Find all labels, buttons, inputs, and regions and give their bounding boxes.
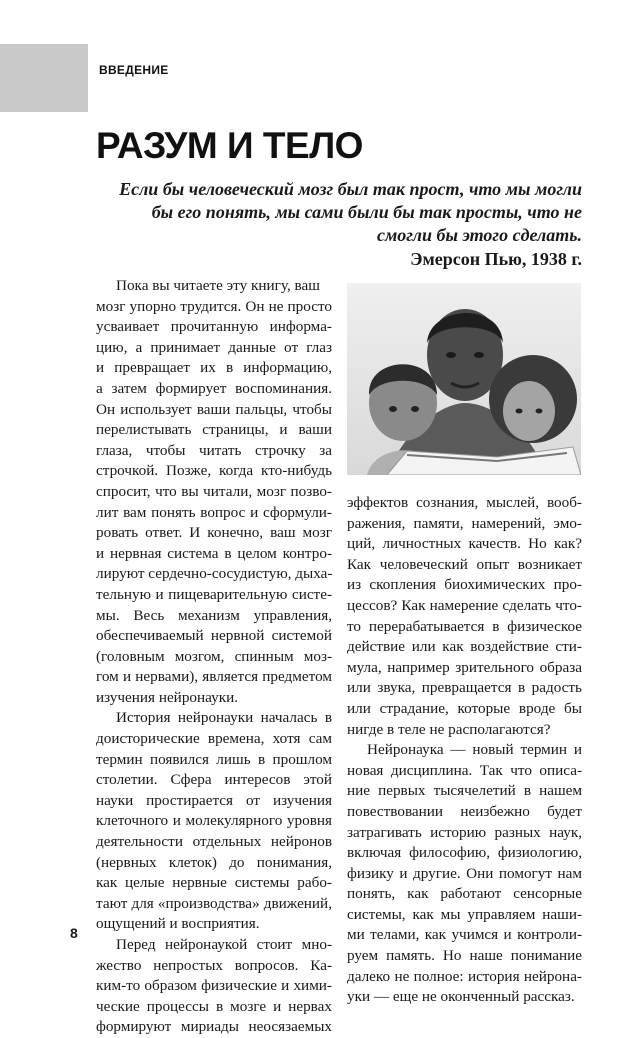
text-line: строчкой. Позже, когда кто-нибудь — [96, 462, 332, 480]
page-number: 8 — [70, 925, 78, 941]
text-line: ражения, памяти, намерений, эмо- — [347, 514, 582, 532]
epigraph-author: Эмерсон Пью, 1938 г. — [410, 249, 582, 269]
text-line: действие или как воздействие сти- — [347, 638, 582, 656]
text-line: Перед нейронаукой стоит мно- — [116, 936, 332, 953]
text-line: мы. Весь механизм управления, — [96, 606, 332, 624]
text-line: из скопления биохимических про- — [347, 576, 582, 594]
text-line: мозг упорно трудится. Он не просто — [96, 297, 332, 315]
epigraph-line: смогли бы этого сделать. — [376, 225, 582, 245]
section-label: ВВЕДЕНИЕ — [99, 63, 169, 77]
text-line: повествовании неизбежно будет — [347, 802, 582, 820]
text-line: или звука, превращается в радость — [347, 679, 582, 697]
text-line: системы, как мы управляем наши- — [347, 905, 582, 923]
text-line: гом и нервами), является предметом — [96, 668, 332, 686]
text-line: ческие процессы в мозге и нервах — [96, 997, 332, 1015]
chapter-tab — [0, 44, 88, 112]
text-line: столетии. Сфера интересов этой — [96, 771, 332, 789]
page-title: РАЗУМ И ТЕЛО — [96, 125, 363, 166]
text-line: цессов? Как намерение сделать что- — [347, 596, 582, 614]
text-line: науки простирается от изучения — [96, 791, 332, 809]
text-line: тают для «производства» движений, — [96, 894, 332, 912]
text-line: (нервных клеток) до понимания, — [96, 853, 332, 871]
text-line: усваивает прочитанную информа- — [96, 318, 332, 336]
text-line: а затем формирует воспоминания. — [96, 379, 332, 397]
text-line: лируют сердечно-сосудистую, дыха- — [96, 565, 333, 583]
text-line: ровать ответ. И конечно, ваш мозг — [96, 524, 332, 542]
text-line: Он использует ваши пальцы, чтобы — [96, 400, 332, 418]
text-line: ми телами, как учимся и контроли- — [347, 926, 582, 944]
text-line: далеко не полное: история нейрона- — [347, 967, 582, 985]
text-line: (головным мозгом, спинным моз- — [96, 647, 332, 665]
text-line: эффектов сознания, мыслей, вооб- — [347, 494, 582, 511]
text-line: обеспечиваемый нервной системой — [96, 627, 332, 645]
family-reading-photo — [347, 283, 581, 475]
text-line: новая дисциплина. Так что описа- — [347, 761, 582, 779]
text-line: затрагивать историю разных наук, — [347, 823, 582, 841]
text-line: тельную и пищеварительную систе- — [96, 585, 332, 603]
text-line: Пока вы читаете эту книгу, ваш — [116, 277, 320, 294]
text-column-left — [96, 276, 332, 1038]
text-line: жество непростых вопросов. Ка- — [96, 956, 332, 974]
text-line: нигде в теле не располагаются? — [347, 720, 551, 738]
text-line: доисторические времена, хотя сам — [96, 730, 332, 748]
text-line: ние первых тысячелетий в нашем — [347, 782, 582, 800]
text-line: и превращает их в информацию, — [96, 359, 332, 377]
text-line: физику и другие. Они помогут нам — [347, 864, 582, 882]
text-line: деятельности отдельных нейронов — [96, 833, 332, 851]
epigraph-line: Если бы человеческий мозг был так прост, что мы могли — [119, 179, 582, 199]
text-line: Нейронаука — новый термин и — [367, 741, 582, 759]
text-line: Как человеческий опыт возникает — [347, 555, 582, 573]
text-line: цию, а принимает данные от глаз — [96, 338, 332, 356]
epigraph-line: бы его понять, мы сами были бы так просты, что не — [151, 202, 582, 222]
text-line: перелистывать страницы, и ваши — [96, 421, 332, 439]
text-line: формируют мириады неосязаемых — [96, 1018, 332, 1036]
text-line: История нейронауки началась в — [116, 709, 332, 727]
text-line: ций, личностных качеств. Но как? — [347, 535, 582, 553]
text-line: или страдание, которые вроде бы — [347, 699, 582, 717]
text-line: руем память. Но наше понимание — [347, 947, 582, 965]
text-line: термин появился лишь в прошлом — [96, 750, 332, 768]
text-line: лит вам понять вопрос и сформули- — [96, 503, 332, 521]
text-line: и нервная система в целом контро- — [96, 544, 332, 562]
text-line: изучения нейронауки. — [96, 688, 238, 706]
text-line: мула, например зрительного образа — [347, 658, 582, 676]
text-line: то перерабатывается в физическое — [347, 617, 582, 635]
text-line: уки — еще не оконченный рассказ. — [347, 988, 575, 1006]
text-line: клеточного и молекулярного уровня — [96, 812, 332, 830]
photo-illustration — [347, 283, 581, 475]
text-line: ощущений и восприятия. — [96, 915, 260, 933]
text-line: глаза, чтобы читать строчку за — [96, 441, 332, 459]
text-line: как целые нервные системы рабо- — [96, 874, 332, 892]
text-line: понять, как работают сенсорные — [347, 885, 582, 903]
epigraph-quote — [90, 178, 582, 247]
text-line: спросит, что вы читали, мозг позво- — [96, 482, 332, 500]
text-line: включая философию, физиологию, — [347, 844, 582, 862]
text-column-right — [347, 493, 582, 1008]
text-line: ким-то образом физические и хими- — [96, 977, 332, 995]
